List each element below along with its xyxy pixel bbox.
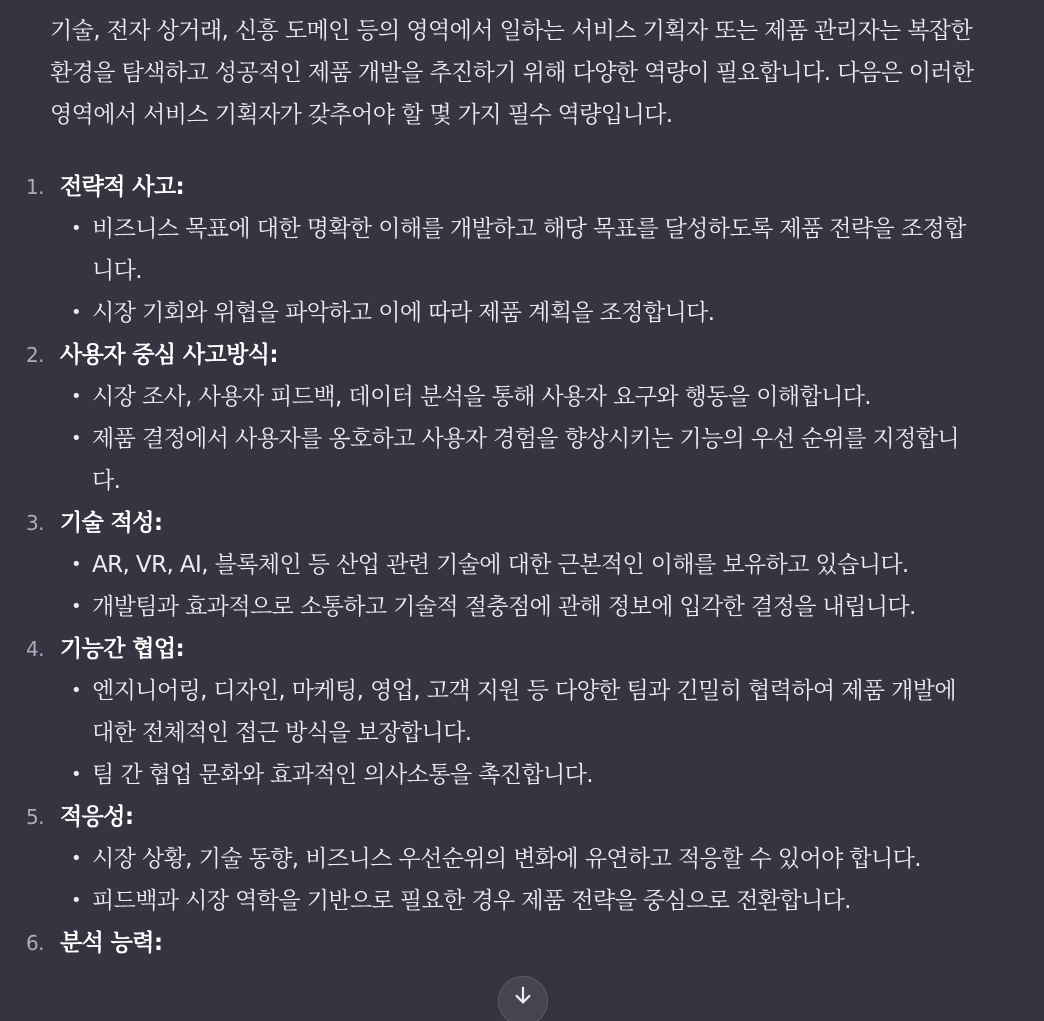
competency-title: 기능간 협업: — [60, 636, 185, 662]
item-number: 2. — [26, 343, 44, 367]
item-number: 5. — [26, 805, 44, 829]
item-number: 1. — [26, 175, 44, 199]
competency-title: 기술 적성: — [60, 510, 163, 536]
competency-item — [26, 166, 980, 334]
bullet-text: 시장 조사, 사용자 피드백, 데이터 분석을 통해 사용자 요구와 행동을 이해합니다. — [92, 384, 872, 410]
intro-paragraph: 기술, 전자 상거래, 신흥 도메인 등의 영역에서 일하는 서비스 기획자 또는 제품 관리자는 복잡한 환경을 탐색하고 성공적인 제품 개발을 추진하기 위해 다양한 역량이 필요합니다. 다음은 이러한 영역에서 서비스 기획자가 갖추어야 할 몇 가지 필수 역량입니다. — [50, 18, 974, 128]
bullet-item — [71, 544, 980, 586]
bullet-item — [71, 418, 980, 502]
competency-list — [26, 166, 980, 964]
competency-title: 적응성: — [60, 804, 134, 830]
bullet-text: 제품 결정에서 사용자를 옹호하고 사용자 경험을 향상시키는 기능의 우선 순위를 지정합니다. — [92, 426, 959, 494]
bullet-list — [60, 376, 980, 502]
bullet-dot: • — [71, 764, 82, 785]
bullet-dot: • — [71, 386, 82, 407]
competency-item — [26, 796, 980, 922]
competency-title: 사용자 중심 사고방식: — [60, 342, 278, 368]
bullet-list — [60, 838, 980, 922]
scroll-to-bottom-button[interactable] — [498, 976, 548, 1021]
competency-item — [26, 334, 980, 502]
bullet-dot: • — [71, 680, 82, 701]
bullet-dot: • — [71, 302, 82, 323]
bullet-text: 시장 기회와 위협을 파악하고 이에 따라 제품 계획을 조정합니다. — [92, 300, 715, 326]
bullet-dot: • — [71, 848, 82, 869]
bullet-list — [60, 544, 980, 628]
bullet-text: 피드백과 시장 역학을 기반으로 필요한 경우 제품 전략을 중심으로 전환합니다. — [92, 888, 851, 914]
bullet-dot: • — [71, 218, 82, 239]
bullet-text: 팀 간 협업 문화와 효과적인 의사소통을 촉진합니다. — [92, 762, 593, 788]
competency-item — [26, 502, 980, 628]
bullet-item — [71, 838, 980, 880]
bullet-text: 비즈니스 목표에 대한 명확한 이해를 개발하고 해당 목표를 달성하도록 제품 전략을 조정합니다. — [92, 216, 966, 284]
bullet-dot: • — [71, 890, 82, 911]
bullet-dot: • — [71, 428, 82, 449]
bullet-list — [60, 208, 980, 334]
bullet-item — [71, 586, 980, 628]
bullet-text: 시장 상황, 기술 동향, 비즈니스 우선순위의 변화에 유연하고 적응할 수 있어야 합니다. — [92, 846, 921, 872]
bullet-item — [71, 880, 980, 922]
item-number: 4. — [26, 637, 44, 661]
bullet-text: 개발팀과 효과적으로 소통하고 기술적 절충점에 관해 정보에 입각한 결정을 내립니다. — [92, 594, 916, 620]
bullet-dot: • — [71, 596, 82, 617]
bullet-dot: • — [71, 554, 82, 575]
bullet-item — [71, 292, 980, 334]
assistant-message — [26, 10, 980, 964]
bullet-text: 엔지니어링, 디자인, 마케팅, 영업, 고객 지원 등 다양한 팀과 긴밀히 협력하여 제품 개발에 대한 전체적인 접근 방식을 보장합니다. — [92, 678, 957, 746]
competency-title: 분석 능력: — [60, 930, 163, 956]
competency-title: 전략적 사고: — [60, 174, 185, 200]
competency-item — [26, 628, 980, 796]
arrow-down-icon — [512, 984, 534, 1006]
bullet-item — [71, 208, 980, 292]
item-number: 3. — [26, 511, 44, 535]
bullet-text: AR, VR, AI, 블록체인 등 산업 관련 기술에 대한 근본적인 이해를 보유하고 있습니다. — [92, 552, 909, 578]
competency-item — [26, 922, 980, 964]
bullet-item — [71, 670, 980, 754]
bullet-item — [71, 376, 980, 418]
bullet-item — [71, 754, 980, 796]
bullet-list — [60, 670, 980, 796]
item-number: 6. — [26, 931, 44, 955]
